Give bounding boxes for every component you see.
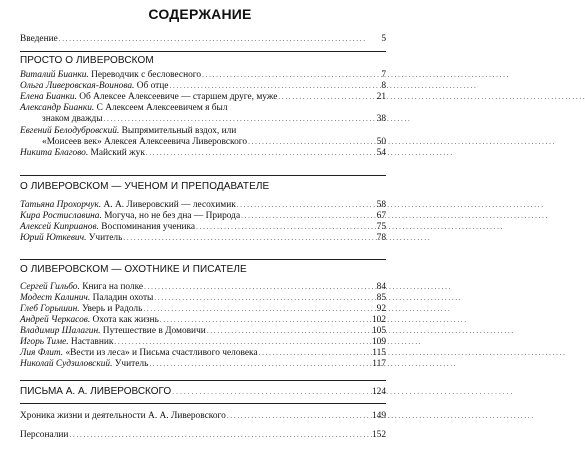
entry-author: Андрей Черкасов.	[20, 315, 91, 325]
page-number: 124	[371, 387, 386, 397]
entry-title: Охота как жизнь	[92, 315, 159, 325]
entry-title: Уверь и Радоль	[81, 304, 143, 314]
toc-entry[interactable]	[20, 359, 386, 370]
page-number: 38	[376, 114, 386, 124]
section-divider	[20, 259, 386, 260]
page-number: 105	[371, 326, 386, 336]
section-heading: О ЛИВЕРОВСКОМ — ОХОТНИКЕ И ПИСАТЕЛЕ	[20, 264, 247, 275]
page-number: 5	[381, 34, 386, 44]
toc-entry[interactable]	[20, 304, 386, 315]
page-number: 78	[376, 233, 386, 243]
entry-author: Глеб Горышин.	[20, 304, 80, 314]
entry-author: Алексей Киприанов.	[20, 222, 99, 232]
entry-title: Об Алексее Алексеевиче — старшем друге, муже	[79, 92, 278, 102]
entry-title: Книга на полке	[82, 282, 144, 292]
leader-dots	[59, 34, 381, 45]
page-number: 92	[376, 304, 386, 314]
toc-entry[interactable]	[20, 337, 386, 348]
page-number: 85	[376, 293, 386, 303]
toc-entry[interactable]	[20, 200, 386, 211]
leader-dots	[202, 70, 380, 81]
page-number: 21	[376, 92, 386, 102]
entry-title: Путешествие в Домовичи	[102, 326, 206, 336]
entry-title: Переводчик с бесловесного	[91, 70, 202, 80]
entry-title: Воспоминания ученика	[101, 222, 196, 232]
leader-dots	[172, 386, 371, 398]
section-divider	[20, 51, 386, 52]
entry-title: Учитель	[88, 233, 123, 243]
page-number: 152	[371, 430, 386, 440]
page-number: 58	[376, 200, 386, 210]
toc-entry[interactable]	[20, 70, 386, 81]
entry-title: «Вести из леса» и Письма счастливого человека	[65, 348, 258, 358]
toc-entry[interactable]	[20, 326, 386, 337]
toc-entry-letters[interactable]	[20, 386, 386, 398]
entry-author: Владимир Шалагин.	[20, 326, 101, 336]
entry-author: Ольга Ливеровская-Воинова.	[20, 81, 135, 91]
entry-title: Майский жук	[90, 148, 145, 158]
entry-title: Паладин охоты	[92, 293, 154, 303]
entry-title: С Алексеем Алексеевичем я был	[96, 103, 228, 113]
section-heading: О ЛИВЕРОВСКОМ — УЧЕНОМ И ПРЕПОДАВАТЕЛЕ	[20, 181, 270, 192]
page-number: 149	[371, 411, 386, 421]
leader-dots	[114, 337, 371, 348]
page-number: 50	[376, 137, 386, 147]
leader-dots	[248, 137, 376, 148]
leader-dots	[154, 293, 375, 304]
toc-entry[interactable]	[20, 92, 386, 103]
entry-title: Наставник	[70, 337, 114, 347]
page-number: 84	[376, 282, 386, 292]
entry-title: Персоналии	[20, 430, 69, 440]
toc-entry[interactable]	[20, 148, 386, 159]
toc-entry-chronicle[interactable]	[20, 411, 386, 422]
toc-entry[interactable]	[20, 348, 386, 359]
leader-dots	[241, 211, 376, 222]
leader-dots	[149, 359, 371, 370]
toc-entry[interactable]	[20, 211, 386, 222]
toc-entry-continuation[interactable]	[42, 137, 386, 148]
toc-entry[interactable]	[20, 81, 386, 92]
toc-entry-continuation[interactable]	[42, 114, 386, 125]
entry-author: Татьяна Прохорчук.	[20, 200, 102, 210]
page-number: 75	[376, 222, 386, 232]
entry-author: Никита Благово.	[20, 148, 89, 158]
entry-author: Александр Бианки.	[20, 103, 95, 113]
entry-author: Сергей Гильбо.	[20, 282, 80, 292]
section-divider	[20, 380, 386, 381]
leader-dots	[104, 114, 376, 125]
toc-entry[interactable]	[20, 282, 386, 293]
entry-author: Модест Калинич.	[20, 293, 91, 303]
entry-title: Могуча, но не без дна — Природа	[104, 211, 241, 221]
page-number: 8	[381, 81, 386, 91]
leader-dots	[196, 222, 376, 233]
entry-author: Евгений Белодубровский.	[20, 126, 120, 136]
page-number: 54	[376, 148, 386, 158]
leader-dots	[237, 200, 376, 211]
entry-title-continuation: знаком дважды	[42, 114, 103, 124]
page-number: 109	[371, 337, 386, 347]
page-number: 67	[376, 211, 386, 221]
entry-author: Кира Ростиславина.	[20, 211, 102, 221]
entry-author: Лия Флит.	[20, 348, 64, 358]
entry-author: Елена Бианки.	[20, 92, 77, 102]
section-divider	[20, 403, 386, 404]
leader-dots	[146, 148, 376, 159]
leader-dots	[160, 315, 371, 326]
entry-author: Игорь Тиме.	[20, 337, 69, 347]
leader-dots	[207, 326, 371, 337]
entry-title: Об отце	[136, 81, 169, 91]
entry-title: Учитель	[114, 359, 149, 369]
section-divider	[20, 175, 386, 176]
leader-dots	[227, 411, 371, 422]
section-heading: ПИСЬМА А. А. ЛИВЕРОВСКОГО	[20, 386, 172, 397]
leader-dots	[69, 430, 370, 441]
toc-entry[interactable]	[20, 222, 386, 233]
leader-dots	[144, 282, 376, 293]
leader-dots	[169, 81, 380, 92]
toc-entry[interactable]	[20, 233, 386, 244]
entry-author: Виталий Бианки.	[20, 70, 89, 80]
toc-entry[interactable]	[20, 103, 386, 114]
page-number: 117	[372, 359, 386, 369]
leader-dots	[123, 233, 375, 244]
page-number: 7	[381, 70, 386, 80]
entry-title: Введение	[20, 34, 58, 44]
leader-dots	[259, 348, 372, 359]
toc-entry[interactable]	[20, 315, 386, 326]
entry-author: Николай Судзиловский.	[20, 359, 113, 369]
entry-title: Выпрямительный вздох, или	[121, 126, 237, 136]
toc-entry-persons[interactable]	[20, 430, 386, 441]
page-number: 115	[372, 348, 386, 358]
entry-title: Хроника жизни и деятельности А. А. Ливеровского	[20, 411, 226, 421]
toc-entry[interactable]	[20, 126, 386, 137]
toc-entry[interactable]	[20, 293, 386, 304]
leader-dots	[143, 304, 375, 315]
page-number: 102	[371, 315, 386, 325]
section-heading: ПРОСТО О ЛИВЕРОВСКОМ	[20, 55, 154, 66]
entry-title-continuation: «Моисеев век» Алексея Алексеевича Ливеровского	[42, 137, 248, 147]
toc-entry-intro[interactable]	[20, 34, 386, 45]
leader-dots	[278, 92, 375, 103]
entry-title: А. А. Ливеровский — лесохимик	[103, 200, 236, 210]
entry-author: Юрий Юткевич.	[20, 233, 87, 243]
page-title: СОДЕРЖАНИЕ	[148, 6, 252, 22]
